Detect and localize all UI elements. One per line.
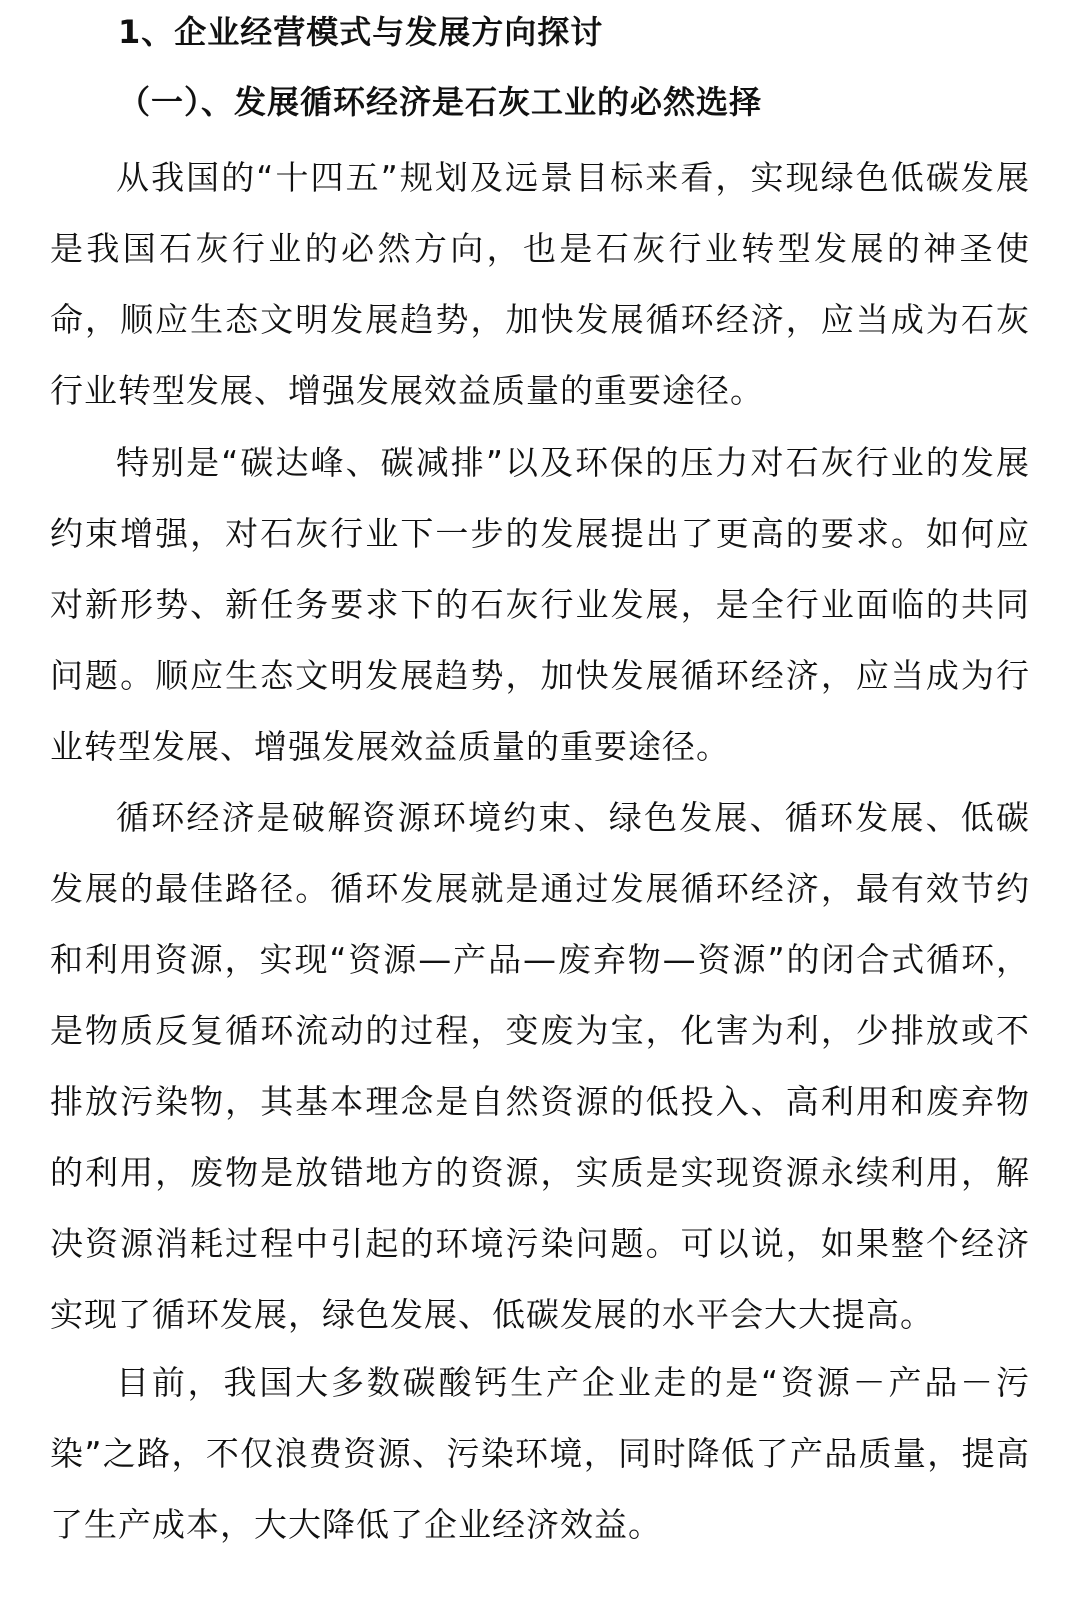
- paragraph-2: 特别是“碳达峰、碳减排”以及环保的压力对石灰行业的发展约束增强，对石灰行业下一步的发展提出了更高的要求。如何应对新形势、新任务要求下的石灰行业发展，是全行业面临的共同问题。顺应生态文明发展趋势，加快发展循环经济，应当成为行业转型发展、增强发展效益质量的重要途径。: [50, 443, 1030, 766]
- paragraph-4: 目前，我国大多数碳酸钙生产企业走的是“资源－产品－污染”之路，不仅浪费资源、污染环境，同时降低了产品质量，提高了生产成本，大大降低了企业经济效益。: [50, 1363, 1030, 1544]
- subsection-heading: （一）、发展循环经济是石灰工业的必然选择: [118, 83, 763, 121]
- paragraph-1: 从我国的“十四五”规划及远景目标来看，实现绿色低碳发展是我国石灰行业的必然方向，也是石灰行业转型发展的神圣使命，顺应生态文明发展趋势，加快发展循环经济，应当成为石灰行业转型发展、增强发展效益质量的重要途径。: [50, 158, 1030, 410]
- section-heading: 1、企业经营模式与发展方向探讨: [118, 13, 604, 51]
- paragraph-3: 循环经济是破解资源环境约束、绿色发展、循环发展、低碳发展的最佳路径。循环发展就是通过发展循环经济，最有效节约和利用资源，实现“资源—产品—废弃物—资源”的闭合式循环，是物质反复循环流动的过程，变废为宝，化害为利，少排放或不排放污染物，其基本理念是自然资源的低投入、高利用和废弃物的利用，废物是放错地方的资源，实质是实现资源永续利用，解决资源消耗过程中引起的环境污染问题。可以说，如果整个经济实现了循环发展，绿色发展、低碳发展的水平会大大提高。: [50, 798, 1030, 1334]
